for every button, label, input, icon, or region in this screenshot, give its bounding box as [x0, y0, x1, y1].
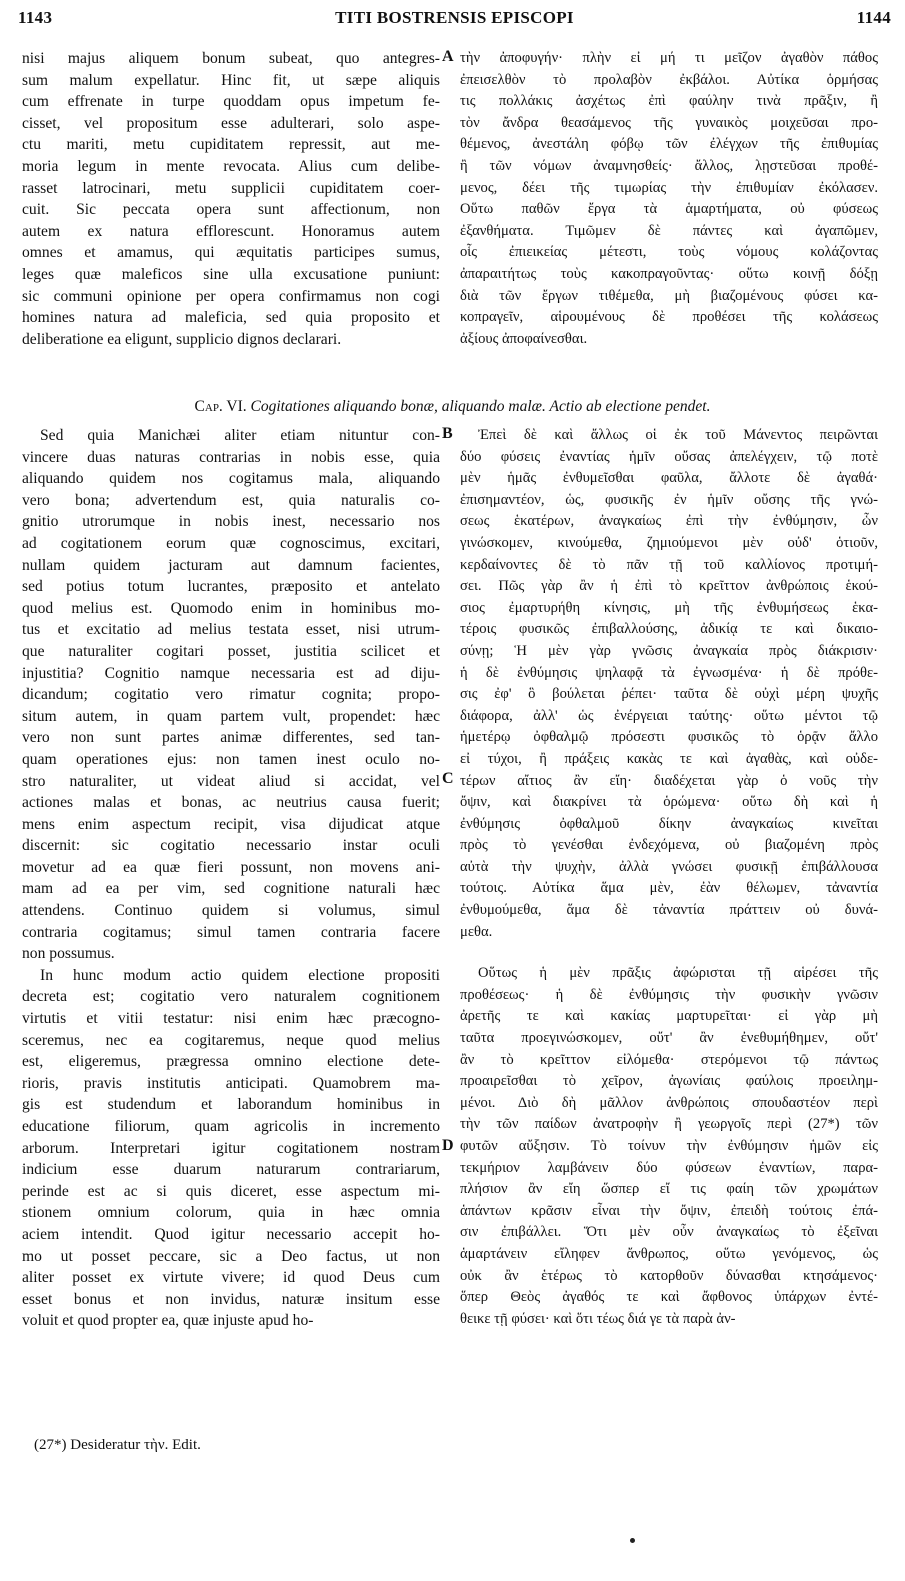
text-line: decreta est; cogitatio vero naturalem cognitionem — [22, 988, 440, 1006]
text-line: μενος, δέει τῆς τιμωρίας τὴν ἐπιθυμίαν ἐκόλασεν. — [460, 179, 878, 196]
column-number-left: 1143 — [18, 8, 53, 27]
text-line: προθέσεως· ἡ δὲ ἐνθύμησις τὴν φυσικὴν γνῶσιν — [460, 986, 878, 1003]
text-line: σεως ἑκατέρων, ἀναγκαίως ἐπὶ τὴν ἐνθύμησιν, ὧν — [460, 513, 878, 530]
text-line: τὴν τῶν παίδων ἀνατροφὴν ἢ γεωργοῖς περὶ (27*) τῶν — [460, 1116, 878, 1133]
text-line: ἀπαραιτήτως τοὺς κακοπραγοῦντας· οὕτω κοινῇ δόξῃ — [460, 265, 878, 282]
text-line: ἐπισημαντέον, ὡς, φυσικῆς ἐν ἡμῖν οὔσης τῆς γνώ- — [460, 491, 878, 508]
text-line: πλήσιον ἂν εἴη ὥσπερ εἴ τις φαίη τῶν χρωμάτων — [460, 1181, 878, 1198]
text-line: non possumus. — [22, 945, 115, 963]
text-line: οὐκ ἂν ἑτέρως τὸ κατορθοῦν δύνασθαι κτησάμενος· — [460, 1267, 878, 1284]
text-line: Οὕτως ἡ μὲν πρᾶξις ἀφώρισται τῇ αἱρέσει τῆς — [478, 965, 878, 982]
text-line: stro naturaliter, ut videat aliud si accidat, vel — [22, 772, 440, 790]
running-title: TITI BOSTRENSIS EPISCOPI — [335, 8, 574, 27]
text-line: σιος ἐμαρτυρήθη κίνησις, μὴ τῆς ἐνθυμήσεως ἑκα- — [460, 599, 878, 616]
text-line: sed potius totum lucrantes, præposito et antelato — [22, 578, 440, 596]
text-line: In hunc modum actio quidem electione propositi — [40, 966, 440, 984]
text-line: κοπραγεῖν, αἱρουμένους δὲ προθέσει τῆς κολάσεως — [460, 309, 878, 326]
text-line: vincere duas naturas contrarias in nobis esse, quia — [22, 448, 440, 466]
text-line: situm autem, in quam partem vult, propendet: hæc — [22, 707, 440, 725]
text-line: ὅπερ Θεὸς ἀγαθός τε καὶ ἄφθονος ὑπάρχων ἐντέ- — [460, 1289, 878, 1306]
text-line: dicandum; cogitatio vero rimatur cognita; propo- — [22, 686, 440, 704]
text-line: virtutis et vitii testatur: nisi enim hæc præcogno- — [22, 1010, 440, 1028]
running-header — [18, 8, 891, 30]
latin-column-top — [22, 48, 440, 350]
text-line: ctu mariti, metu cupiditatem repressit, aut me- — [22, 136, 440, 154]
text-line: τούτοις. Αὐτίκα ἅμα μὲν, ἐὰν θέλωμεν, τἀναντία — [460, 880, 878, 897]
text-line: εἰ τύχοι, ἢ πράξεις κακὰς τε καὶ ἀγαθὰς, καὶ οὐδε- — [460, 750, 878, 767]
text-line: ὄψιν, καὶ διακρίνει τὰ ὁρώμενα· οὕτω δὴ καὶ ἡ — [460, 794, 878, 811]
text-line: ἁμαρτάνειν εἴληφεν ἄνθρωπος, οὕτω γενόμενος, ὡς — [460, 1245, 878, 1262]
text-line: voluit et quod propter ea, quæ injuste apud ho- — [22, 1312, 314, 1330]
text-line: vero non sunt partes animæ differentes, sed tan- — [22, 729, 440, 747]
text-line: autem ex natura efflorescunt. Honoramus autem — [22, 222, 440, 240]
text-line: rasset latrocinari, metu supplicii cupiditatem coer- — [22, 179, 440, 197]
chapter-heading — [0, 398, 905, 416]
text-line: actiones malas et bonas, ac neutrius causa fuerit; — [22, 794, 440, 812]
text-line: ἡ δὲ ἐνθύμησις ψηλαφᾷ τὰ ἐγνωσμένα· ἡ δὲ πρόθε- — [460, 664, 878, 681]
text-line: ἐξανθήματα. Τιμῶμεν δὲ πάντες καὶ ἀγαπῶμεν, — [460, 222, 878, 239]
section-marker-b: B — [442, 425, 453, 442]
text-line: μὲν ἡμᾶς ἐνθυμεῖσθαι φαῦλα, ἄλλοτε δὲ ἀγαθά· — [460, 470, 878, 487]
greek-column-main — [460, 425, 878, 1330]
text-line: cum effrenate in turpe quoddam opus impetum fe- — [22, 93, 440, 111]
text-line: Sed quia Manichæi aliter etiam nituntur con- — [40, 427, 440, 444]
text-line: πρὸς τὸ γενέσθαι ἐνδεχόμενα, οὐ βιαζομένη πρὸς — [460, 837, 878, 854]
text-line: discernit: sic cogitatio necessario instar oculi — [22, 837, 440, 855]
text-line: τεκμήριον λαμβάνειν δύο φύσεων ἐναντίων, παρα- — [460, 1159, 878, 1176]
text-line: cuit. Sic peccata opera sunt affectionum, non — [22, 201, 440, 219]
text-line: σις ἐφ' ὃ βούλεται ῥέπει· ταῦτα δὲ οὐχὶ μέρη ψυχῆς — [460, 686, 878, 703]
text-line: τέροις φυσικῶς ἐπιβαλλούσης, ἀδικίᾳ τε καὶ δικαιο- — [460, 621, 878, 638]
chapter-label: Cap. VI. — [194, 398, 247, 415]
text-line: ἢ τῶν νόμων ἀναμνησθείς· ἄλλος, λῃστεῦσαι προθέ- — [460, 157, 878, 174]
text-line: sic communi opinione per opera confirmamus non cogi — [22, 287, 440, 305]
text-line: leges quæ maleficos sine ulla excusatione puniunt: — [22, 265, 440, 283]
text-line: ἐπεισελθὸν τὸ προλαβὸν ἐκβάλοι. Αὐτίκα ὁρμήσας — [460, 71, 878, 88]
text-line: γινώσκομεν, κινούμεθα, ζημιούμενοι μὲν οὐδ' ὁτιοῦν, — [460, 534, 878, 551]
text-line: tus et excitatio ad melius testata esset, nisi utrum- — [22, 621, 440, 639]
text-line: τὴν ἀποφυγήν· πλὴν εἰ μή τι μεῖζον ἀγαθὸν πάθος — [460, 50, 878, 66]
text-line: stionem omnium colorum, quia in hæc omnia — [22, 1204, 440, 1222]
text-line: σύνῃ; Ἡ μὲν γὰρ γνῶσις ἀναγκαία πρὸς διάκρισιν· — [460, 642, 878, 659]
text-line: δύο φύσεις ἐναντίας ἡμῖν οὔσας ἀπελέγχειν, τῷ ποτὲ — [460, 448, 878, 465]
text-line: nullam quidem jacturam aut damnum facientes, — [22, 556, 440, 574]
footnote: (27*) Desideratur τὴν. Edit. — [34, 1437, 201, 1453]
text-line: deliberatione ea eligunt, supplicio dignos declarari. — [22, 330, 342, 348]
greek-column-top — [460, 48, 878, 350]
text-line: injustitia? Cognitio namque necessaria est ad diju- — [22, 664, 440, 682]
text-line: aciem intendit. Quod igitur necessario accepit ho- — [22, 1225, 440, 1243]
text-line: contraria cogitamus; simul tamen contraria facere — [22, 923, 440, 941]
text-line: τὸν ἄνδρα θεασάμενος τῆς γυναικὸς μοιχεῦσαι προ- — [460, 114, 878, 131]
text-line: σιν ἐπιβάλλει. Ὅτι μὲν οὖν ἀναγκαίως τὸ ἐξεῖναι — [460, 1224, 878, 1241]
section-marker-d: D — [442, 1137, 454, 1154]
text-line: arborum. Interpretari igitur cogitationem nostram — [22, 1139, 440, 1157]
text-line: nisi majus aliquem bonum subeat, quo antegres- — [22, 50, 440, 67]
text-line: aliquando quidem nos cogitamus mala, aliquando — [22, 470, 440, 488]
text-line: προαιρεῖσθαι τὸ χεῖρον, ἀγωνίαις φαύλοις προειλημ- — [460, 1073, 878, 1090]
text-line: ἁπάντων κρᾶσιν εἶναι τὴν ὄψιν, ἐπειδὴ τούτοις ἐπά- — [460, 1202, 878, 1219]
text-line: Ἐπεὶ δὲ καὶ ἄλλως οἱ ἐκ τοῦ Μάνεντος πειρῶνται — [478, 427, 878, 443]
text-line: οἷς ἐπιεικείας μέτεστι, τοὺς νόμους κολάζοντας — [460, 244, 878, 261]
text-line: perinde est ac si quis diceret, esse aspectum mi- — [22, 1182, 440, 1200]
text-line: ἀξίους ἀποφαίνεσθαι. — [460, 330, 588, 347]
text-line: ταῦτα προεγινώσκομεν, οὔτ' ἂν ἐνεθυμήθημεν, οὔτ' — [460, 1030, 878, 1047]
text-line: educatione filiorum, quam agricolis in incremento — [22, 1118, 440, 1135]
text-line: μεθα. — [460, 923, 493, 940]
text-line: gis est studendum et laborandum hominibus in — [22, 1096, 440, 1114]
text-line: ad cogitationem eorum quæ cognoscimus, excitari, — [22, 534, 440, 552]
text-line: que naturaliter cogitari posset, justitia scilicet et — [22, 642, 440, 660]
text-line: esset bonus et non invidus, naturæ insitum esse — [22, 1290, 440, 1308]
text-line: sum malum expellatur. Hinc fit, ut sæpe aliquis — [22, 71, 440, 89]
latin-column-main — [22, 425, 440, 1332]
text-line: mam ad ea per vim, sed cognitione naturali hæc — [22, 880, 440, 898]
text-line: indicium esse duarum naturarum contrariarum, — [22, 1161, 440, 1179]
text-line: cisset, vel propositum esse adulterari, solo aspe- — [22, 114, 440, 132]
text-line: movetur ad ea quæ fieri possunt, non movens ani- — [22, 858, 440, 876]
text-line: ἂν τὸ κρεῖττον εἰλόμεθα· στερόμενοι τῷ πάντως — [460, 1051, 878, 1068]
text-line: sceremus, nec ea cogitaremus, neque quod melius — [22, 1031, 440, 1049]
text-line: rioris, pravis institutis anticipati. Quamobrem ma- — [22, 1074, 440, 1092]
text-line: omnes et amamus, qui æquitatis participes sumus, — [22, 244, 440, 262]
text-line: θέμενος, ἀνεστάλη φόβῳ τῶν ἐλέγχων τῆς ἐπιθυμίας — [460, 136, 878, 153]
chapter-title: Cogitationes aliquando bonæ, aliquando malæ. Actio ab electione pendet. — [250, 398, 711, 415]
text-line: μένοι. Διὸ δὴ μᾶλλον ἀνθρώποις σπουδαστέον περὶ — [460, 1094, 878, 1111]
section-marker-a: A — [442, 48, 454, 65]
text-line: τέρων αἴτιος ἂν εἴη· διαδέχεται γὰρ ὁ νοῦς τὴν — [460, 772, 878, 789]
text-line: τις πολλάκις ἀσχέτως ἐπὶ φαύλην τινὰ πρᾶξιν, ἢ — [460, 93, 878, 110]
text-line: διὰ τῶν ἔργων τιθέμεθα, μὴ βιαζομένους φύσει κα- — [460, 287, 878, 304]
text-line: est, eligeremus, prægressa omnino electione dete- — [22, 1053, 440, 1071]
text-line: mo ut posset peccare, sic a Deo factus, ut non — [22, 1247, 440, 1265]
text-line: aliter posset ex virtute vivere; id quod Deus cum — [22, 1269, 440, 1287]
text-line: αὐτὰ τὴν ψυχὴν, ἀλλὰ γνώσει φυσικῇ ἐπιβάλλουσα — [460, 858, 878, 875]
text-line: moria legum in mente revocata. Alius cum delibe- — [22, 157, 440, 175]
text-line: ἡμετέρῳ ὀφθαλμῷ πρόσεστι φυσικῶς τὸ ὁρᾷν ἄλλο — [460, 729, 878, 746]
text-line: σει. Πῶς γὰρ ἂν ἡ ἐπὶ τὸ κρεῖττον ἀνθρώποις ἑκού- — [460, 578, 878, 595]
print-speck — [630, 1538, 635, 1543]
text-line: διάφορα, ἀλλ' ὡς ἐνέργειαι ταύτης· οὕτω μέντοι τῷ — [460, 707, 878, 724]
text-line: gnitio utrorumque in nobis inest, necessario nos — [22, 513, 440, 531]
text-line: attendens. Continuo quidem si volumus, simul — [22, 902, 440, 920]
text-line: θεικε τῇ φύσει· καὶ ὅτι τέως διά γε τὰ παρὰ ἀν- — [460, 1310, 736, 1327]
text-line: homines natura ad maleficia, sed quia proposito et — [22, 309, 440, 327]
text-line: quod melius est. Quomodo enim in hominibus mo- — [22, 599, 440, 617]
section-marker-c: C — [442, 770, 454, 787]
text-line: Οὕτω παθῶν ἔργα τὰ ἁμαρτήματα, οὐ φύσεως — [460, 201, 878, 218]
text-line: φυτῶν αὔξησιν. Τὸ τοίνυν τὴν ἐνθύμησιν ἡμῶν εἰς — [460, 1138, 878, 1154]
text-line: κερδαίνοντες δὲ τὸ πᾶν τῇ τοῦ καλλίονος προτιμή- — [460, 556, 878, 573]
text-line: vero bona; advertendum est, quia naturalis co- — [22, 491, 440, 509]
text-line: ἀρετῆς τε καὶ κακίας μαρτυρεῖται· εἰ γὰρ μὴ — [460, 1008, 878, 1025]
text-line: ἐνθύμησις ὀφθαλμοῦ δίκην ἀναγκαίως κινεῖται — [460, 815, 878, 832]
text-line: quam operationes ejus: non tamen inest oculo no- — [22, 750, 440, 768]
text-line: ἐνθυμούμεθα, ἅμα δὲ τἀναντία πράττειν οὐ δυνά- — [460, 902, 878, 919]
text-line: mens enim aspectum recipit, visa dijudicat atque — [22, 815, 440, 833]
column-number-right: 1144 — [856, 8, 891, 27]
